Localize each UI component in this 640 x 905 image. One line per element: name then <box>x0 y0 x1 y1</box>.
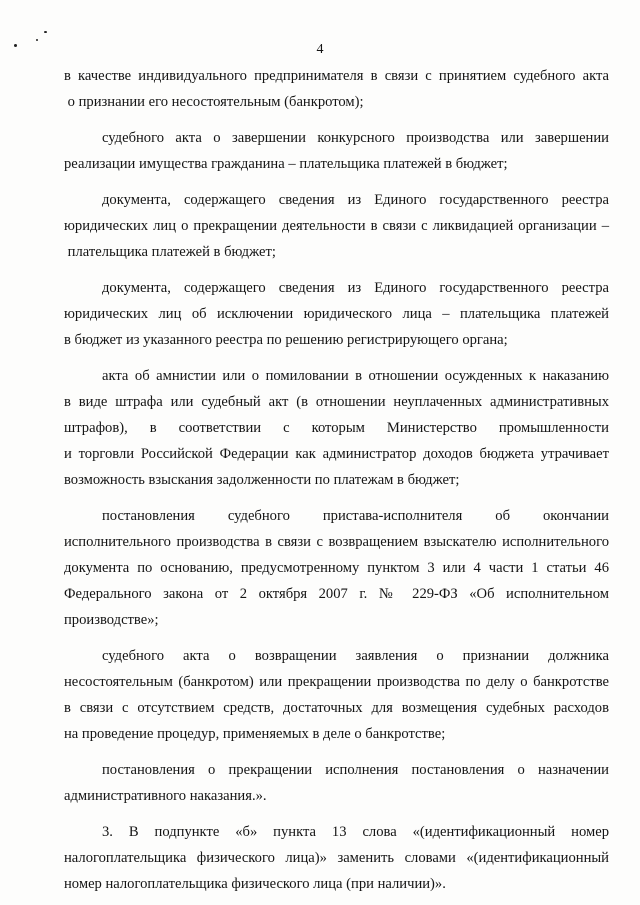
text-line: несостоятельным (банкротом) или прекращении производства по делу о банкротстве <box>64 674 609 690</box>
text-line: в связи с отсутствием средств, достаточных для возмещения судебных расходов <box>64 700 609 716</box>
text-line: о признании его несостоятельным (банкротом); <box>64 94 364 110</box>
text-line: в качестве индивидуального предпринимателя в связи с принятием судебного акта <box>64 68 609 84</box>
text-line: документа по основанию, предусмотренному пунктом 3 или 4 части 1 статьи 46 <box>64 560 609 576</box>
text-line: и торговли Российской Федерации как администратор доходов бюджета утрачивает <box>64 446 609 462</box>
text-line: штрафов), в соответствии с которым Министерство промышленности <box>64 420 609 436</box>
text-line: исполнительного производства в связи с возвращением взыскателю исполнительного <box>64 534 609 550</box>
text-line: судебного акта о возвращении заявления о признании должника <box>102 648 609 664</box>
scan-speck <box>44 31 47 33</box>
text-line: 3. В подпункте «б» пункта 13 слова «(идентификационный номер <box>102 824 609 840</box>
paragraph <box>64 363 609 493</box>
text-line: возможность взыскания задолженности по платежам в бюджет; <box>64 472 460 488</box>
text-line: юридических лиц о прекращении деятельности в связи с ликвидацией организации – <box>64 218 609 234</box>
text-line: реализации имущества гражданина – плательщика платежей в бюджет; <box>64 156 508 172</box>
text-line: номер налогоплательщика физического лица (при наличии)». <box>64 876 446 892</box>
text-line: плательщика платежей в бюджет; <box>64 244 276 260</box>
paragraph <box>64 63 609 115</box>
paragraph <box>64 757 609 809</box>
paragraph <box>64 275 609 353</box>
page-number: 4 <box>316 42 324 57</box>
text-line: в виде штрафа или судебный акт (в отношении неуплаченных административных <box>64 394 609 410</box>
text-line: акта об амнистии или о помиловании в отношении осужденных к наказанию <box>102 368 609 384</box>
text-line: юридических лиц об исключении юридического лица – плательщика платежей <box>64 306 609 322</box>
text-line: постановления судебного пристава-исполнителя об окончании <box>102 508 609 524</box>
text-line: документа, содержащего сведения из Единого государственного реестра <box>102 192 609 208</box>
text-line: на проведение процедур, применяемых в деле о банкротстве; <box>64 726 446 742</box>
text-line: производстве»; <box>64 612 159 628</box>
scan-speck <box>36 39 38 41</box>
paragraph <box>64 503 609 633</box>
document-body <box>64 63 609 897</box>
paragraph <box>64 643 609 747</box>
text-line: судебного акта о завершении конкурсного производства или завершении <box>102 130 609 146</box>
paragraph <box>64 819 609 897</box>
text-line: административного наказания.». <box>64 788 267 804</box>
paragraph <box>64 125 609 177</box>
paragraph <box>64 187 609 265</box>
text-line: в бюджет из указанного реестра по решению регистрирующего органа; <box>64 332 508 348</box>
text-line: документа, содержащего сведения из Единого государственного реестра <box>102 280 609 296</box>
text-line: Федерального закона от 2 октября 2007 г. № 229-ФЗ «Об исполнительном <box>64 586 609 602</box>
text-line: постановления о прекращении исполнения постановления о назначении <box>102 762 609 778</box>
text-line: налогоплательщика физического лица)» заменить словами «(идентификационный <box>64 850 609 866</box>
